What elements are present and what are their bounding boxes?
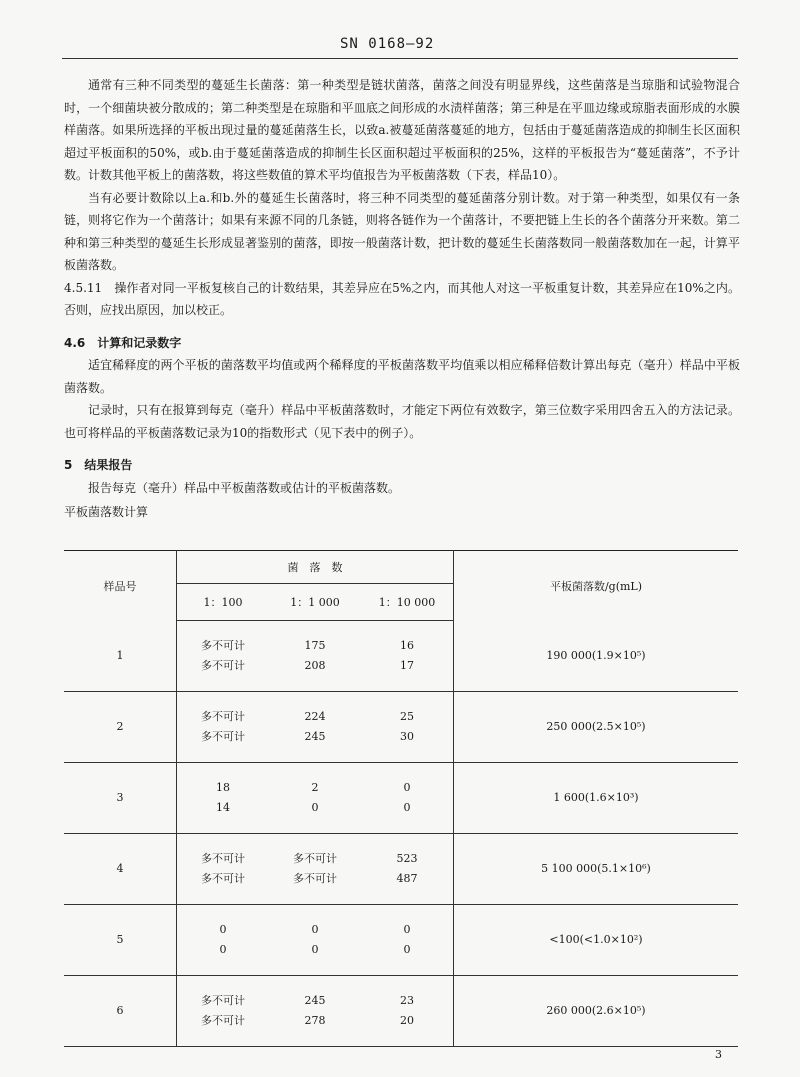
table-row xyxy=(64,905,738,976)
table-row xyxy=(64,976,738,1047)
count-d2-cell-value: 278 xyxy=(304,1014,326,1027)
body-text xyxy=(64,74,740,524)
header-colony-counts: 菌 落 数 xyxy=(177,551,454,584)
count-d2-cell xyxy=(269,692,361,763)
section-5-title: 5 结果报告 xyxy=(64,458,133,472)
count-d1-cell-value: 0 xyxy=(219,923,227,936)
count-d1-cell-value: 0 xyxy=(219,943,227,956)
sample-id-cell-value: 4 xyxy=(116,862,124,875)
count-d2-cell-value: 208 xyxy=(304,659,326,672)
para-report: 报告每克（毫升）样品中平板菌落数或估计的平板菌落数。 xyxy=(88,480,401,495)
header-sample-id: 样品号 xyxy=(64,551,177,621)
result-cell-value: 5 100 000(5.1×10⁶) xyxy=(541,862,651,875)
para-spreader-counting: 当有必要计数除以上a.和b.外的蔓延生长菌落时，将三种不同类型的蔓延菌落分别计数。对于第一种类型，如果仅有一条链，则将它作为一个菌落计；如果有来源不同的几条链，则将各链作为一个菌落计，不要把链上生长的各个菌落分开来数。第二种和第三种类型的蔓延生长形成显著鉴别的菌落，即按一般菌落计数，把计数的蔓延生长菌落数同一般菌落数加在一起，计算平板菌落数。 xyxy=(64,190,740,272)
count-d1-cell-value: 多不可计 xyxy=(201,659,245,672)
sample-id-cell-value: 6 xyxy=(116,1004,124,1017)
sample-id-cell xyxy=(64,763,177,834)
count-d2-cell-value: 2 xyxy=(311,781,319,794)
count-d2-cell-value: 175 xyxy=(304,639,326,652)
para-spreaders: 通常有三种不同类型的蔓延生长菌落：第一种类型是链状菌落，菌落之间没有明显界线，这些菌落是当琼脂和试验物混合时，一个细菌块被分散成的；第二种类型是在琼脂和平皿底之间形成的水渍样菌落；第三种是在平皿边缘或琼脂表面形成的水膜样菌落。如果所选择的平板出现过量的蔓延菌落生长，以致a.被蔓延菌落蔓延的地方，包括由于蔓延菌落造成的抑制生长区面积超过平板面积的50%，或b.由于蔓延菌落造成的抑制生长区面积超过平板面积的25%，这样的平板报告为“蔓延菌落”，不予计数。计数其他平板上的菌落数，将这些数值的算术平均值报告为平板菌落数（下表，样品10）。 xyxy=(64,78,740,182)
count-d2-cell-value: 多不可计 xyxy=(293,852,337,865)
dilution-1: 1：100 xyxy=(177,584,270,621)
count-d3-cell xyxy=(361,621,454,692)
count-d3-cell-value: 0 xyxy=(403,781,411,794)
para-record: 记录时，只有在报算到每克（毫升）样品中平板菌落数时，才能定下两位有效数字，第三位数字采用四舍五入的方法记录。也可将样品的平板菌落数记录为10的指数形式（见下表中的例子）。 xyxy=(64,403,740,440)
table-body xyxy=(64,621,738,1047)
count-d2-cell xyxy=(269,905,361,976)
sample-id-cell xyxy=(64,621,177,692)
sample-id-cell xyxy=(64,905,177,976)
plate-count-table xyxy=(64,550,738,1047)
result-cell xyxy=(454,976,739,1047)
para-calc: 适宜稀释度的两个平板的菌落数平均值或两个稀释度的平板菌落数平均值乘以相应稀释倍数计算出每克（毫升）样品中平板菌落数。 xyxy=(64,358,740,395)
table-row xyxy=(64,834,738,905)
count-d2-cell-value: 245 xyxy=(304,730,326,743)
dilution-2: 1：1 000 xyxy=(269,584,361,621)
sample-id-cell-value: 3 xyxy=(116,791,124,804)
count-d3-cell-value: 16 xyxy=(400,639,414,652)
result-cell xyxy=(454,692,739,763)
count-d1-cell xyxy=(177,621,270,692)
para-4-5-11: 4.5.11 操作者对同一平板复核自己的计数结果，其差异应在5%之内，而其他人对这一平板重复计数，其差异应在10%之内。否则，应找出原因，加以校正。 xyxy=(64,280,740,317)
table-row xyxy=(64,763,738,834)
count-d2-cell xyxy=(269,621,361,692)
count-d3-cell xyxy=(361,905,454,976)
count-d1-cell-value: 多不可计 xyxy=(201,639,245,652)
count-d2-cell-value: 0 xyxy=(311,943,319,956)
table-row xyxy=(64,621,738,692)
standard-code: SN 0168—92 xyxy=(340,36,435,52)
result-cell-value: 190 000(1.9×10⁵) xyxy=(546,648,646,662)
table-caption: 平板菌落数计算 xyxy=(64,505,149,519)
sample-id-cell xyxy=(64,976,177,1047)
count-d2-cell xyxy=(269,763,361,834)
result-cell xyxy=(454,905,739,976)
result-cell-value: 1 600(1.6×10³) xyxy=(553,791,639,804)
count-d2-cell-value: 245 xyxy=(304,994,326,1007)
count-d3-cell xyxy=(361,976,454,1047)
header-rule xyxy=(62,58,738,59)
count-d3-cell-value: 20 xyxy=(400,1014,414,1027)
count-d1-cell-value: 多不可计 xyxy=(201,994,245,1007)
count-d1-cell-value: 多不可计 xyxy=(201,1014,245,1027)
count-d1-cell-value: 14 xyxy=(216,801,230,814)
count-d3-cell-value: 17 xyxy=(400,659,414,672)
count-d2-cell-value: 多不可计 xyxy=(293,872,337,885)
sample-id-cell xyxy=(64,692,177,763)
count-d1-cell-value: 多不可计 xyxy=(201,730,245,743)
count-d3-cell-value: 0 xyxy=(403,943,411,956)
count-d3-cell-value: 0 xyxy=(403,801,411,814)
sample-id-cell-value: 1 xyxy=(116,648,124,662)
page-number: 3 xyxy=(715,1048,722,1061)
count-d3-cell-value: 30 xyxy=(400,730,414,743)
count-d1-cell xyxy=(177,976,270,1047)
count-d1-cell-value: 多不可计 xyxy=(201,710,245,723)
result-cell-value: 260 000(2.6×10⁵) xyxy=(546,1004,646,1017)
sample-id-cell-value: 2 xyxy=(116,720,124,733)
count-d1-cell xyxy=(177,905,270,976)
count-d1-cell-value: 多不可计 xyxy=(201,852,245,865)
count-d3-cell xyxy=(361,834,454,905)
count-d3-cell-value: 23 xyxy=(400,994,414,1007)
count-d1-cell xyxy=(177,692,270,763)
count-d1-cell-value: 多不可计 xyxy=(201,872,245,885)
count-d3-cell-value: 487 xyxy=(396,872,418,885)
count-d3-cell-value: 0 xyxy=(403,923,411,936)
table-row xyxy=(64,692,738,763)
count-d3-cell xyxy=(361,692,454,763)
count-d1-cell-value: 18 xyxy=(216,781,230,794)
result-cell xyxy=(454,621,739,692)
result-cell xyxy=(454,834,739,905)
sample-id-cell-value: 5 xyxy=(116,933,124,946)
result-cell-value: 250 000(2.5×10⁵) xyxy=(546,720,646,733)
section-4-6-title: 4.6 计算和记录数字 xyxy=(64,335,182,350)
count-d3-cell-value: 523 xyxy=(396,852,418,865)
count-d1-cell xyxy=(177,763,270,834)
count-d2-cell xyxy=(269,834,361,905)
dilution-3: 1：10 000 xyxy=(361,584,454,621)
sample-id-cell xyxy=(64,834,177,905)
count-d1-cell xyxy=(177,834,270,905)
count-d2-cell-value: 0 xyxy=(311,801,319,814)
count-d2-cell-value: 0 xyxy=(311,923,319,936)
count-d3-cell-value: 25 xyxy=(400,710,414,723)
count-d3-cell xyxy=(361,763,454,834)
header-result: 平板菌落数/g(mL) xyxy=(454,551,739,621)
result-cell xyxy=(454,763,739,834)
result-cell-value: <100(<1.0×10²) xyxy=(549,933,643,946)
count-d2-cell xyxy=(269,976,361,1047)
count-d2-cell-value: 224 xyxy=(304,710,326,723)
